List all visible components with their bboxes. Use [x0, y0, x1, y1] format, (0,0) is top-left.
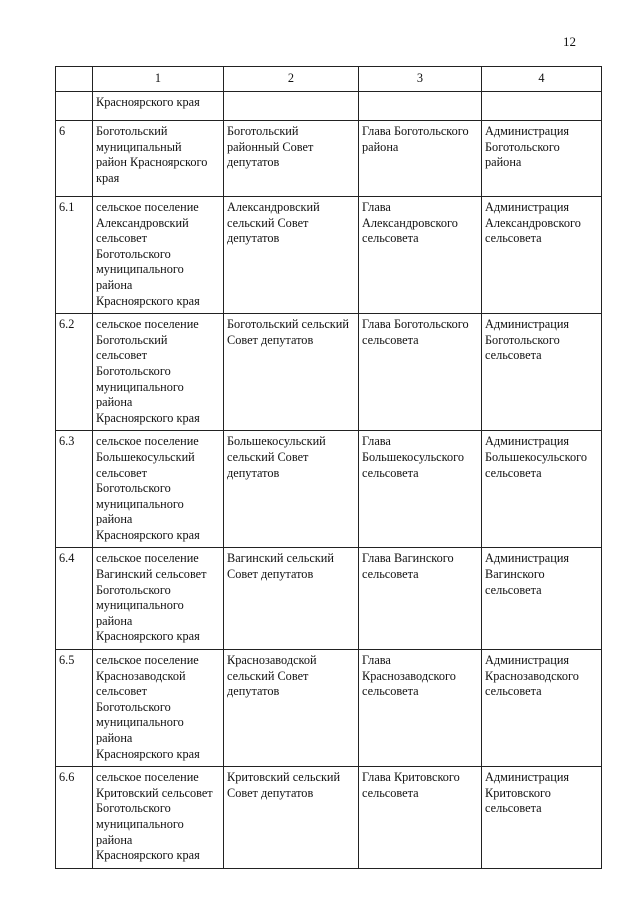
cell-administration	[482, 92, 602, 121]
cell-number: 6.4	[56, 548, 93, 650]
cell-municipality: сельское поселение Краснозаводской сельсовет Боготольского муниципального района Красноярского края	[93, 650, 224, 767]
table-row	[56, 121, 602, 197]
cell-head: Глава Александровского сельсовета	[359, 197, 482, 314]
header-cell-col-2: 2	[224, 67, 359, 92]
cell-head: Глава Краснозаводского сельсовета	[359, 650, 482, 767]
cell-number: 6.1	[56, 197, 93, 314]
cell-head: Глава Боготольского района	[359, 121, 482, 197]
cell-council: Вагинский сельский Совет депутатов	[224, 548, 359, 650]
cell-administration: Администрация Вагинского сельсовета	[482, 548, 602, 650]
header-cell-col-3: 3	[359, 67, 482, 92]
cell-number: 6.3	[56, 431, 93, 548]
cell-head: Глава Большекосульского сельсовета	[359, 431, 482, 548]
cell-council	[224, 92, 359, 121]
cell-council: Александровский сельский Совет депутатов	[224, 197, 359, 314]
cell-number: 6.2	[56, 314, 93, 431]
cell-number	[56, 92, 93, 121]
cell-administration: Администрация Боготольского сельсовета	[482, 314, 602, 431]
cell-administration: Администрация Краснозаводского сельсовета	[482, 650, 602, 767]
cell-municipality: сельское поселение Боготольский сельсовет Боготольского муниципального района Красноярского края	[93, 314, 224, 431]
document-table	[55, 66, 602, 869]
cell-council: Критовский сельский Совет депутатов	[224, 767, 359, 869]
cell-municipality: сельское поселение Критовский сельсовет Боготольского муниципального района Красноярского края	[93, 767, 224, 869]
cell-number: 6.5	[56, 650, 93, 767]
cell-number: 6	[56, 121, 93, 197]
cell-council: Большекосульский сельский Совет депутатов	[224, 431, 359, 548]
cell-administration: Администрация Критовского сельсовета	[482, 767, 602, 869]
cell-municipality: сельское поселение Большекосульский сельсовет Боготольского муниципального района Красноярского края	[93, 431, 224, 548]
header-cell-col-1: 1	[93, 67, 224, 92]
cell-head: Глава Критовского сельсовета	[359, 767, 482, 869]
cell-number: 6.6	[56, 767, 93, 869]
cell-municipality: Красноярского края	[93, 92, 224, 121]
cell-administration: Администрация Боготольского района	[482, 121, 602, 197]
cell-council: Боготольский районный Совет депутатов	[224, 121, 359, 197]
cell-head: Глава Вагинского сельсовета	[359, 548, 482, 650]
table-row	[56, 548, 602, 650]
cell-administration: Администрация Александровского сельсовета	[482, 197, 602, 314]
table-row	[56, 767, 602, 869]
header-cell-col-4: 4	[482, 67, 602, 92]
table-row	[56, 92, 602, 121]
header-cell-number	[56, 67, 93, 92]
table-row	[56, 197, 602, 314]
table-row	[56, 431, 602, 548]
cell-head	[359, 92, 482, 121]
table-row	[56, 650, 602, 767]
cell-municipality: Боготольский муниципальный район Красноярского края	[93, 121, 224, 197]
table-row	[56, 314, 602, 431]
cell-municipality: сельское поселение Вагинский сельсовет Боготольского муниципального района Красноярского края	[93, 548, 224, 650]
table-header-row	[56, 67, 602, 92]
cell-council: Боготольский сельский Совет депутатов	[224, 314, 359, 431]
cell-municipality: сельское поселение Александровский сельсовет Боготольского муниципального района Красноярского края	[93, 197, 224, 314]
cell-council: Краснозаводской сельский Совет депутатов	[224, 650, 359, 767]
cell-administration: Администрация Большекосульского сельсовета	[482, 431, 602, 548]
cell-head: Глава Боготольского сельсовета	[359, 314, 482, 431]
page-number: 12	[563, 34, 576, 49]
